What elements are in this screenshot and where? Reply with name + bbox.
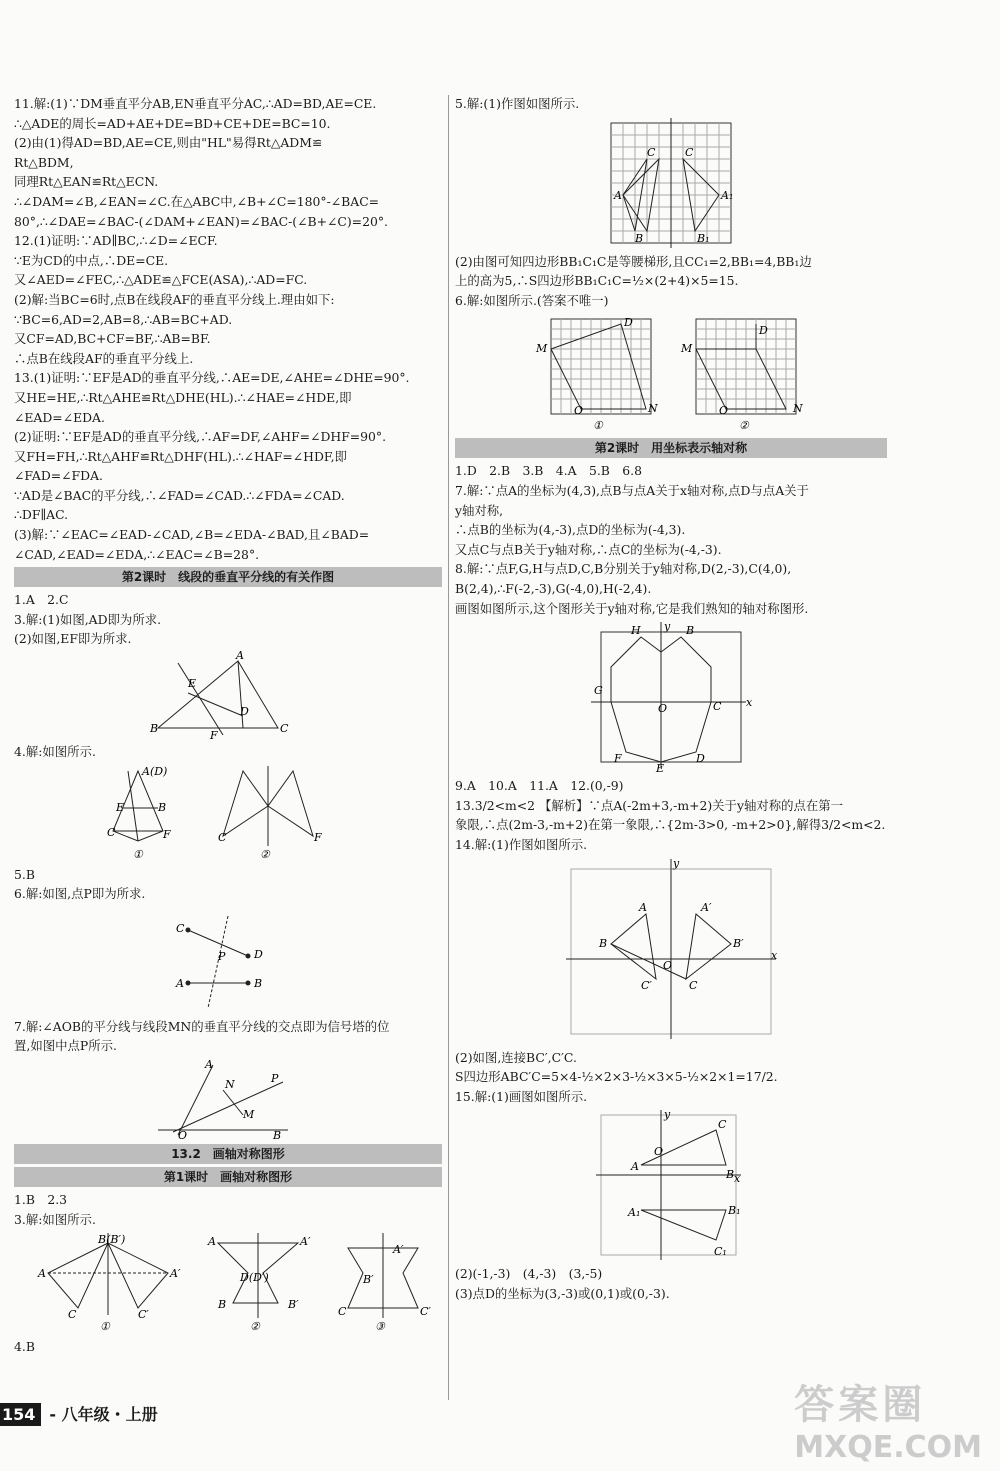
watermark bbox=[794, 1373, 982, 1465]
svg-text:D: D bbox=[696, 752, 705, 766]
svg-text:E: E bbox=[116, 800, 125, 814]
svg-text:A: A bbox=[208, 1235, 216, 1249]
svg-text:F: F bbox=[210, 729, 218, 743]
svg-text:A: A bbox=[205, 1058, 213, 1071]
svg-text:N: N bbox=[225, 1078, 235, 1091]
point-p-construction-figure bbox=[168, 908, 288, 1013]
svg-text:A′: A′ bbox=[170, 1267, 181, 1281]
svg-text:y: y bbox=[664, 620, 671, 634]
svg-text:A: A bbox=[38, 1267, 46, 1281]
grid-quadrilateral-figures bbox=[521, 314, 821, 434]
coordinate-grid-14-figure bbox=[561, 856, 781, 1044]
svg-text:P: P bbox=[271, 1072, 279, 1085]
svg-text:B: B bbox=[726, 1168, 735, 1182]
svg-text:A: A bbox=[176, 976, 184, 990]
grade-label: 八年级・上册 bbox=[61, 1405, 158, 1424]
svg-text:B: B bbox=[150, 722, 159, 736]
svg-text:y: y bbox=[673, 856, 680, 870]
svg-text:A′: A′ bbox=[300, 1235, 311, 1249]
watermark-logo: 答案圈 bbox=[794, 1382, 927, 1428]
svg-text:M: M bbox=[536, 342, 548, 356]
svg-text:x: x bbox=[771, 948, 778, 962]
figure-label: ① bbox=[100, 1320, 110, 1334]
svg-text:E: E bbox=[188, 677, 197, 691]
svg-text:D: D bbox=[254, 947, 263, 961]
section-band: 13.2 画轴对称图形 bbox=[14, 1144, 442, 1164]
figure-label: ③ bbox=[375, 1320, 385, 1334]
angle-bisector-figure bbox=[108, 766, 348, 861]
svg-text:C: C bbox=[218, 830, 227, 844]
svg-text:B: B bbox=[158, 800, 167, 814]
svg-text:y: y bbox=[664, 1108, 671, 1122]
svg-text:D: D bbox=[759, 324, 768, 338]
section-band: 第2课时 线段的垂直平分线的有关作图 bbox=[14, 567, 442, 587]
svg-text:C: C bbox=[338, 1305, 347, 1319]
svg-text:O: O bbox=[663, 958, 673, 972]
answer-line: 1.A 2.C bbox=[14, 592, 69, 608]
svg-text:C′: C′ bbox=[641, 978, 652, 992]
svg-text:B′: B′ bbox=[288, 1298, 299, 1312]
figure-label: ① bbox=[593, 419, 603, 433]
svg-text:B′: B′ bbox=[363, 1273, 374, 1287]
svg-text:D: D bbox=[240, 705, 249, 719]
svg-text:N: N bbox=[648, 402, 658, 416]
svg-text:B₁: B₁ bbox=[697, 231, 710, 245]
svg-text:B: B bbox=[218, 1298, 227, 1312]
svg-text:B: B bbox=[635, 231, 644, 245]
column-divider bbox=[448, 95, 449, 1400]
section-band: 第2课时 用坐标表示轴对称 bbox=[455, 438, 887, 458]
svg-text:C: C bbox=[685, 145, 694, 159]
svg-text:C′: C′ bbox=[420, 1305, 431, 1319]
left-column: 11.解:(1)∵DM垂直平分AB,EN垂直平分AC,∴AD=BD,AE=CE. ∴△ADE的周长=AD+AE+DE=BD+CE+DE=BC=10. (2)由(1)得AD=BD,AE=CE,则由"HL"易得Rt△ADM≌ Rt△BDM, 同理Rt△EAN≌Rt△ECN. ∴∠DAM=∠B,∠EAN=∠C.在△ABC中,∠B+∠C=180°-∠BAC= 80°,∴∠DAE=∠BAC-(∠DAM+∠EAN)=∠BAC-(∠B+∠C)=20°. 12.(1)证明:∵AD∥BC,∴∠D=∠ECF. ∵E为CD的中点,∴DE=CE. 又∠AED=∠FEC,∴△ADE≌△FCE(ASA),∴AD=FC. (2)解:当BC=6时,点B在线段AF的垂直平分线上.理由如下: ∵BC=6,AD=2,AB=8,∴AB=BC+AD. 又CF=AD,BC+CF=BF,∴AB=BF. ∴点B在线段AF的垂直平分线上. 13.(1)证明:∵EF是AD的垂直平分线,∴AE=DE,∠AHE=∠DHE=90°. 又HE=HE,∴Rt△AHE≌Rt△DHE(HL).∴∠HAE=∠HDE,即 ∠EAD=∠EDA. (2)证明:∵EF是AD的垂直平分线,∴AF=DF,∠AHF=∠DHF=90°. 又FH=FH,∴Rt△AHF≌Rt△DHF(HL).∴∠HAF=∠HDF,即 ∠FAD=∠FDA. ∵AD是∠BAC的平分线,∴∠FAD=∠CAD.∴∠FDA=∠CAD. ∴DF∥AC. (3)解:∵∠EAC=∠EAD-∠CAD,∠B=∠EDA-∠BAD,且∠BAD= ∠CAD,∠EAD=∠EDA,∴∠EAC=∠B=28°. 第2课时 线段的垂直平分线的有关作图 1.A 2.C 3.解:(1)如图,AD即为所求. (2)如图,EF即为所求. B A C E D F 4.解:如图所示. A(D) E B C F ① C F ② 5.B 6.解:如图,点P即为所求. C D A B P 7.解:∠AOB的平分线与线段MN的垂直平分线的交点即为信号塔的位 置,如图中点P所示. A P N M O B 13.2 画轴对称图形 第1课时 画轴对称图形 1.B 2.3 3.解:如图所示. A A′ B(B′) C C′ ① A A′ B B′ D(D′) ② A′ B′ C C′ ③ 4.B bbox=[14, 94, 442, 1357]
svg-text:A₁: A₁ bbox=[721, 188, 734, 202]
figure-label: ② bbox=[739, 419, 749, 433]
svg-text:D: D bbox=[624, 316, 633, 330]
svg-text:O: O bbox=[719, 404, 729, 418]
svg-text:C: C bbox=[68, 1308, 77, 1322]
watermark-url: MXQE.COM bbox=[794, 1430, 982, 1465]
signal-tower-figure bbox=[153, 1060, 303, 1140]
svg-text:C: C bbox=[647, 145, 656, 159]
section-band: 第1课时 画轴对称图形 bbox=[14, 1167, 442, 1187]
svg-text:B: B bbox=[254, 976, 263, 990]
svg-text:P: P bbox=[218, 949, 226, 963]
footer-dash: - bbox=[49, 1405, 57, 1424]
svg-text:x: x bbox=[734, 1172, 741, 1186]
question-11: 11.解:(1)∵DM垂直平分AB,EN垂直平分AC,∴AD=BD,AE=CE. ∴△ADE的周长=AD+AE+DE=BD+CE+DE=BC=10. (2)由(1)得AD=BD,AE=CE,则由"HL"易得Rt△ADM≌ Rt△BDM, 同理Rt△EAN≌Rt△ECN. ∴∠DAM=∠B,∠EAN=∠C.在△ABC中,∠B+∠C=180°-∠BAC= 80°,∴∠DAE=∠BAC-(∠DAM+∠EAN)=∠BAC-(∠B+∠C)=20°. bbox=[14, 96, 388, 229]
svg-text:B₁: B₁ bbox=[728, 1204, 741, 1218]
page-number: 154 bbox=[0, 1403, 41, 1426]
svg-text:B: B bbox=[273, 1129, 282, 1142]
svg-text:H: H bbox=[631, 624, 641, 638]
svg-text:A′: A′ bbox=[701, 900, 712, 914]
svg-text:E: E bbox=[656, 762, 665, 776]
right-column: 5.解:(1)作图如图所示. A C C B B₁ A₁ (2)由图可知四边形BB₁C₁C是等腰梯形,且CC₁=2,BB₁=4,BB₁边 上的高为5,∴S四边形BB₁C₁C=½×(2+4)×5=15. 6.解:如图所示.(答案不唯一) M D N O ① M D N O ② 第2课时 用坐标表示轴对称 1.D 2.B 3.B 4.A 5.B 6.8 7.解:∵点A的坐标为(4,3),点B与点A关于x轴对称,点D与点A关于 y轴对称, ∴点B的坐标为(4,-3),点D的坐标为(-4,3). 又点C与点B关于y轴对称,∴点C的坐标为(-4,-3). 8.解:∵点F,G,H与点D,C,B分别关于y轴对称,D(2,-3),C(4,0), B(2,4),∴F(-2,-3),G(-4,0),H(-2,4). 画图如图所示,这个图形关于y轴对称,它是我们熟知的轴对称图形. H B G O C x y F D E 9.A 10.A 11.A 12.(0,-9) 13.3/2<m<2 【解析】∵点A(-2m+3,-m+2)关于y轴对称的点在第一 象限,∴点(2m-3,-m+2)在第一象限,∴{2m-3>0, -m+2>0},解得3/2<m<2. 14.解:(1)作图如图所示. x y A A′ B B′ C′ C O (2)如图,连接BC′,C′C. S四边形ABC′C=5×4-½×2×3-½×3×5-½×2×1=17/2. 15.解:(1)画图如图所示. x y A C B O A₁ B₁ C₁ (2)(-1,-3) (4,-3) (3,-5) (3)点D的坐标为(3,-3)或(0,1)或(0,-3). bbox=[455, 96, 886, 1301]
svg-text:C: C bbox=[107, 825, 116, 839]
svg-text:F: F bbox=[163, 827, 171, 841]
svg-text:C′: C′ bbox=[138, 1308, 149, 1322]
svg-text:O: O bbox=[574, 404, 584, 418]
axial-symmetry-figures bbox=[18, 1233, 438, 1333]
svg-text:M: M bbox=[243, 1108, 255, 1121]
svg-text:C: C bbox=[713, 700, 722, 714]
svg-text:A′: A′ bbox=[393, 1243, 404, 1257]
coordinate-grid-15-figure bbox=[596, 1110, 746, 1260]
svg-text:A: A bbox=[639, 900, 647, 914]
figure-label: ② bbox=[260, 847, 270, 861]
svg-text:O: O bbox=[658, 702, 668, 716]
svg-text:A: A bbox=[236, 649, 244, 663]
figure-label: ① bbox=[133, 847, 143, 861]
svg-text:B′: B′ bbox=[733, 936, 744, 950]
svg-text:G: G bbox=[594, 684, 603, 698]
svg-text:A: A bbox=[631, 1160, 639, 1174]
grid-trapezoid-figure bbox=[601, 118, 741, 248]
svg-text:F: F bbox=[314, 830, 322, 844]
svg-text:C: C bbox=[718, 1118, 727, 1132]
svg-text:C: C bbox=[176, 921, 185, 935]
svg-text:D(D′): D(D′) bbox=[240, 1271, 269, 1285]
svg-text:A₁: A₁ bbox=[628, 1206, 641, 1220]
triangle-construction-figure bbox=[148, 649, 308, 743]
svg-text:O: O bbox=[178, 1129, 188, 1142]
svg-text:B: B bbox=[686, 624, 695, 638]
svg-text:A(D): A(D) bbox=[142, 764, 168, 778]
question-13: 13.(1)证明:∵EF是AD的垂直平分线,∴AE=DE,∠AHE=∠DHE=90°. 又HE=HE,∴Rt△AHE≌Rt△DHE(HL).∴∠HAE=∠HDE,即 ∠EAD=∠EDA. (2)证明:∵EF是AD的垂直平分线,∴AF=DF,∠AHF=∠DHF=90°. 又FH=FH,∴Rt△AHF≌Rt△DHF(HL).∴∠HAF=∠HDF,即 ∠FAD=∠FDA. ∵AD是∠BAC的平分线,∴∠FAD=∠CAD.∴∠FDA=∠CAD. ∴DF∥AC. (3)解:∵∠EAC=∠EAD-∠CAD,∠B=∠EDA-∠BAD,且∠BAD= ∠CAD,∠EAD=∠EDA,∴∠EAC=∠B=28°. bbox=[14, 370, 410, 562]
svg-text:C: C bbox=[689, 978, 698, 992]
octagon-coordinate-figure bbox=[586, 620, 756, 776]
page-footer bbox=[0, 1402, 158, 1425]
question-12: 12.(1)证明:∵AD∥BC,∴∠D=∠ECF. ∵E为CD的中点,∴DE=CE. 又∠AED=∠FEC,∴△ADE≌△FCE(ASA),∴AD=FC. (2)解:当BC=6时,点B在线段AF的垂直平分线上.理由如下: ∵BC=6,AD=2,AB=8,∴AB=BC+AD. 又CF=AD,BC+CF=BF,∴AB=BF. ∴点B在线段AF的垂直平分线上. bbox=[14, 233, 335, 366]
svg-text:A: A bbox=[614, 188, 622, 202]
svg-text:C: C bbox=[280, 722, 289, 736]
svg-text:B(B′): B(B′) bbox=[98, 1233, 126, 1247]
svg-text:N: N bbox=[793, 402, 803, 416]
svg-text:F: F bbox=[614, 752, 622, 766]
svg-text:M: M bbox=[681, 342, 693, 356]
svg-text:x: x bbox=[746, 696, 753, 710]
figure-label: ② bbox=[250, 1320, 260, 1334]
svg-text:C₁: C₁ bbox=[714, 1245, 727, 1259]
svg-text:O: O bbox=[654, 1145, 664, 1159]
svg-text:B: B bbox=[599, 936, 608, 950]
